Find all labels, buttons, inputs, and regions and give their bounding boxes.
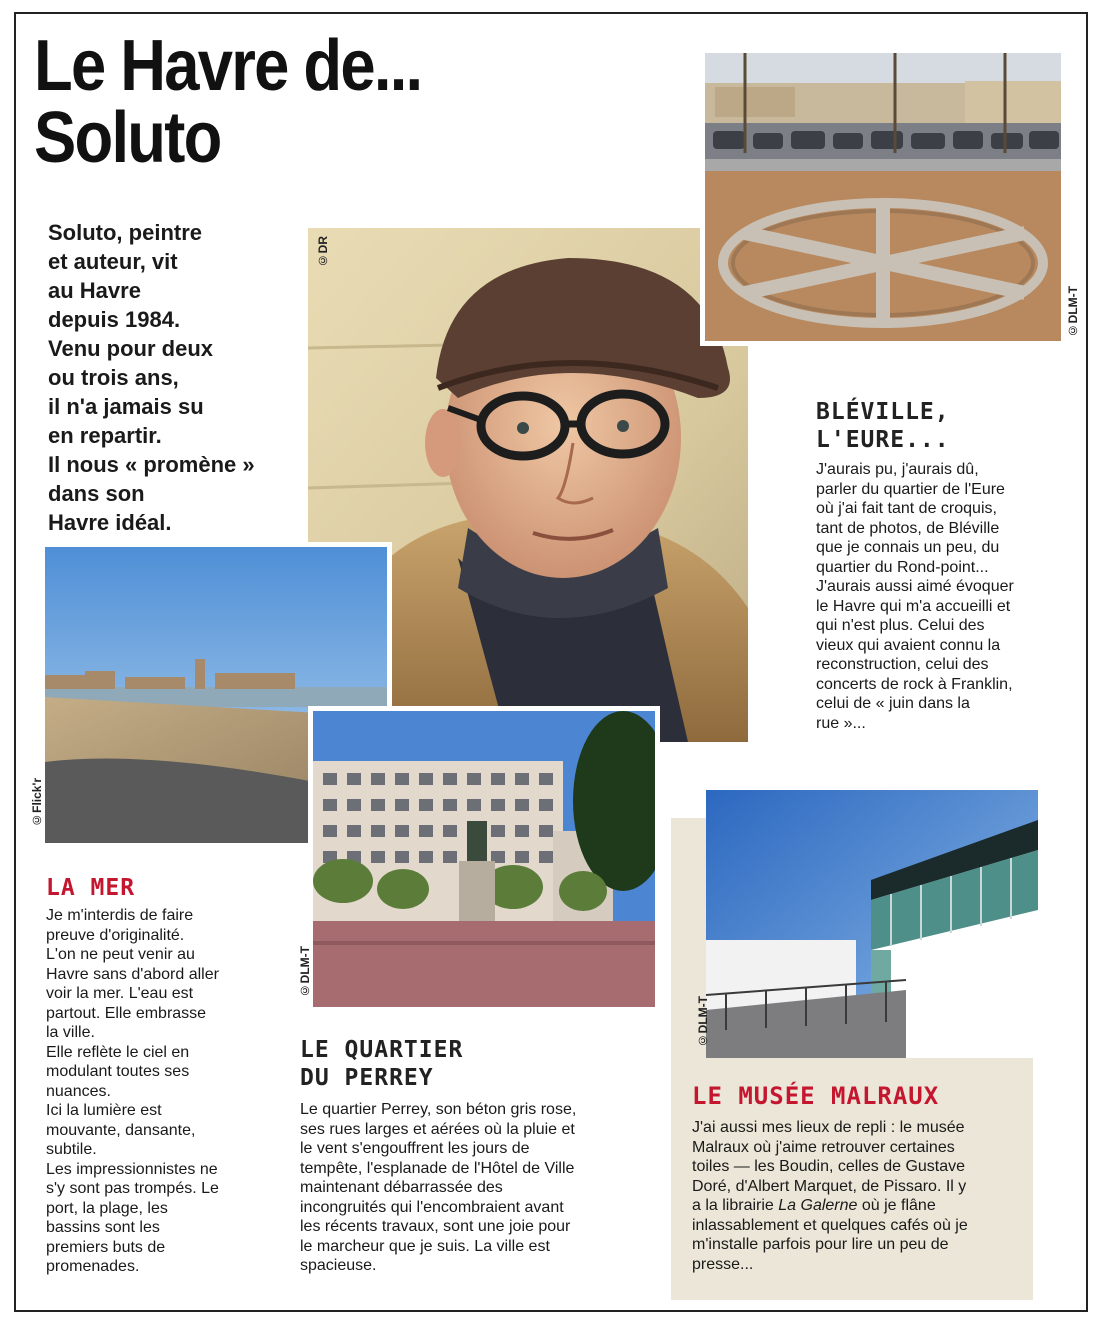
beach-credit: ©Flick'r xyxy=(30,778,44,827)
intro-line: il n'a jamais su xyxy=(48,394,204,419)
mer-line: voir la mer. L'eau est xyxy=(46,985,194,1002)
perrey-line: ses rues larges et aérées où la pluie et xyxy=(300,1120,575,1138)
intro-line: ou trois ans, xyxy=(48,365,179,390)
musee-credit: ©DLM-T xyxy=(696,996,710,1048)
mer-line: Havre sans d'abord aller xyxy=(46,965,219,983)
perrey-heading xyxy=(300,1036,463,1092)
musee-line: J'ai aussi mes lieux de repli : le musée xyxy=(692,1119,965,1136)
mer-line: Les impressionnistes ne xyxy=(46,1160,218,1178)
bleville-line: J'aurais aussi aimé évoquer xyxy=(816,578,1014,595)
mer-line: Je m'interdis de faire xyxy=(46,907,194,924)
musee-line: presse... xyxy=(692,1255,754,1273)
bleville-line: reconstruction, celui des xyxy=(816,656,989,673)
mer-line: preuve d'originalité. xyxy=(46,926,185,944)
perrey-illustration xyxy=(313,711,655,1007)
musee-line: Doré, d'Albert Marquet, de Pissaro. Il y xyxy=(692,1177,967,1195)
mer-line: subtile. xyxy=(46,1141,97,1158)
musee-line: toiles — les Boudin, celles de Gustave xyxy=(692,1158,966,1175)
bleville-line: quartier du Rond-point... xyxy=(816,558,989,576)
bleville-line: le Havre qui m'a accueilli et xyxy=(816,597,1011,615)
musee-line-5-post: où je flâne xyxy=(857,1197,936,1214)
mer-heading: LA MER xyxy=(46,875,136,901)
perrey-line: le vent s'engouffrent les jours de xyxy=(300,1140,530,1157)
perrey-line: Le quartier Perrey, son béton gris rose, xyxy=(300,1101,577,1118)
musee-line: Malraux où j'aime retrouver certaines xyxy=(692,1138,955,1156)
musee-photo xyxy=(706,790,1038,1058)
perrey-line: maintenant débarrassée des xyxy=(300,1179,503,1196)
perrey-line: spacieuse. xyxy=(300,1257,377,1274)
bleville-line: où j'ai fait tant de croquis, xyxy=(816,500,997,517)
portrait-credit: ©DR xyxy=(316,236,330,268)
musee-line-5-pre: a la librairie xyxy=(692,1197,779,1214)
musee-heading: LE MUSÉE MALRAUX xyxy=(692,1082,940,1110)
musee-text xyxy=(692,1118,1032,1274)
musee-line xyxy=(692,1196,1032,1216)
musee-line: m'installe parfois pour lire un peu de xyxy=(692,1236,949,1253)
bleville-line: concerts de rock à Franklin, xyxy=(816,675,1013,693)
perrey-line: les récents travaux, sont une joie pour xyxy=(300,1218,571,1235)
intro-line: Havre idéal. xyxy=(48,510,172,535)
bleville-heading xyxy=(816,398,950,454)
roundabout-credit: ©DLM-T xyxy=(1066,286,1080,338)
intro-line: en repartir. xyxy=(48,423,162,448)
mer-line: Ici la lumière est xyxy=(46,1102,162,1119)
bleville-line: que je connais un peu, du xyxy=(816,539,1000,556)
mer-line: partout. Elle embrasse xyxy=(46,1004,207,1022)
article-title xyxy=(34,26,527,178)
mer-line: la ville. xyxy=(46,1024,95,1041)
perrey-line: le marcheur que je suis. La ville est xyxy=(300,1237,550,1255)
mer-line: port, la plage, les xyxy=(46,1199,168,1217)
intro-line: Il nous « promène » xyxy=(48,452,255,477)
perrey-line: tempête, l'esplanade de l'Hôtel de Ville xyxy=(300,1159,575,1177)
bookshop-name: La Galerne xyxy=(778,1197,858,1214)
musee-line: inlassablement et quelques cafés où je xyxy=(692,1216,968,1234)
intro-line: depuis 1984. xyxy=(48,307,181,332)
mer-line: s'y sont pas trompés. Le xyxy=(46,1180,219,1197)
intro-line: au Havre xyxy=(48,278,141,303)
intro-line: dans son xyxy=(48,481,145,506)
perrey-credit: ©DLM-T xyxy=(298,946,312,998)
bleville-line: qui n'est plus. Celui des xyxy=(816,617,985,634)
mer-line: bassins sont les xyxy=(46,1219,160,1236)
title-line-2: Soluto xyxy=(34,98,221,178)
bleville-line: vieux qui avaient connu la xyxy=(816,636,1001,654)
bleville-heading-line-2: L'EURE... xyxy=(816,427,950,453)
intro-text xyxy=(48,218,298,537)
title-line-1: Le Havre de... xyxy=(34,26,422,106)
intro-line: Soluto, peintre xyxy=(48,220,202,245)
bleville-line: J'aurais pu, j'aurais dû, xyxy=(816,461,979,478)
mer-line: premiers buts de xyxy=(46,1238,166,1256)
bleville-line: tant de photos, de Bléville xyxy=(816,519,1000,537)
mer-text xyxy=(46,906,286,1277)
mer-line: Elle reflète le ciel en xyxy=(46,1043,190,1061)
bleville-text xyxy=(816,460,1056,733)
intro-line: Venu pour deux xyxy=(48,336,214,361)
bleville-line: parler du quartier de l'Eure xyxy=(816,480,1005,498)
bleville-line: rue »... xyxy=(816,714,866,732)
mer-line: L'on ne peut venir au xyxy=(46,946,195,963)
roundabout-photo xyxy=(700,48,1066,346)
mer-line: promenades. xyxy=(46,1258,140,1275)
perrey-text xyxy=(300,1100,660,1276)
perrey-photo xyxy=(308,706,660,1012)
roundabout-illustration xyxy=(705,53,1061,341)
mer-line: modulant toutes ses xyxy=(46,1063,190,1080)
musee-illustration xyxy=(706,790,1038,1058)
intro-line: et auteur, vit xyxy=(48,249,178,274)
mer-line: nuances. xyxy=(46,1082,111,1100)
bleville-heading-line-1: BLÉVILLE, xyxy=(816,399,950,425)
perrey-line: incongruités qui l'encombraient avant xyxy=(300,1198,564,1216)
perrey-heading-line-2: DU PERREY xyxy=(300,1065,434,1091)
perrey-heading-line-1: LE QUARTIER xyxy=(300,1037,464,1063)
bleville-line: celui de « juin dans la xyxy=(816,695,970,712)
mer-line: mouvante, dansante, xyxy=(46,1121,196,1139)
